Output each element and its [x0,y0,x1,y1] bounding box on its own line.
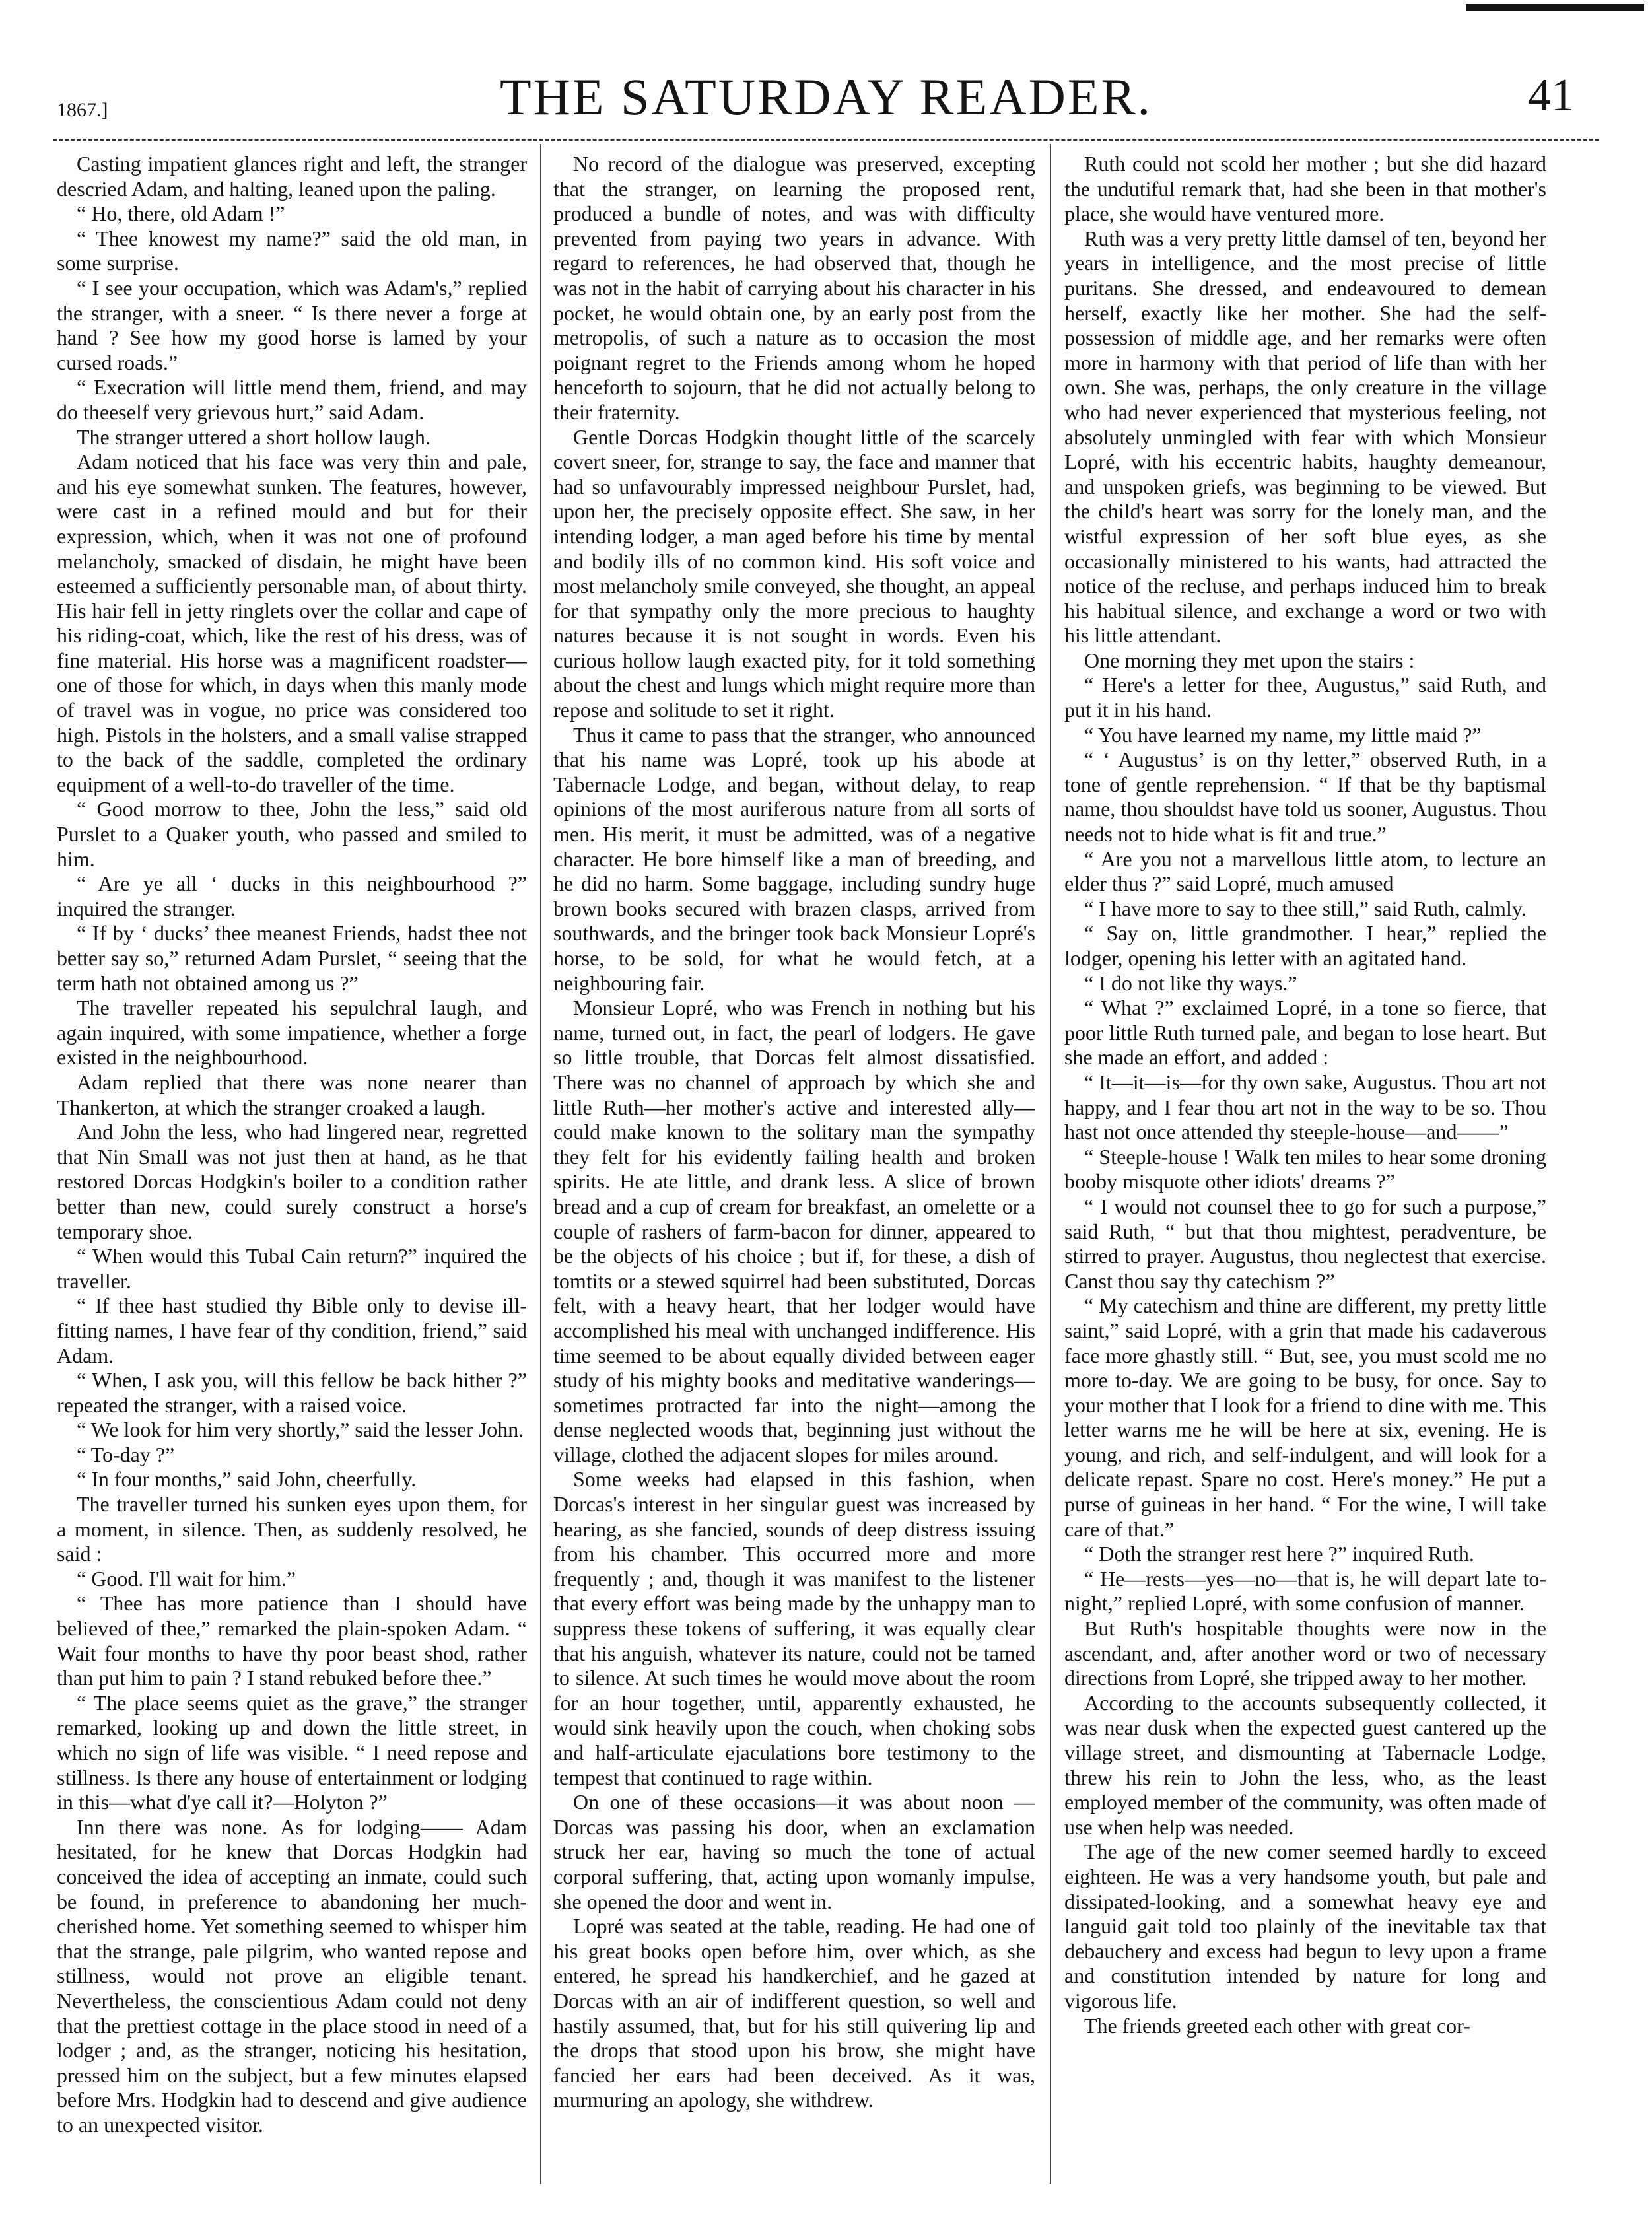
paragraph: “ Thee knowest my name?” said the old man, in some surprise. [57,226,527,275]
paragraph: “ When, I ask you, will this fellow be back hither ?” repeated the stranger, with a raised voice. [57,1368,527,1417]
masthead-title: THE SATURDAY READER. [499,68,1153,125]
paragraph: “ I see your occupation, which was Adam's,” replied the stranger, with a sneer. “ Is there never a forge at hand ? See how my good horse is lamed by your cursed roads.” [57,275,527,374]
paragraph: Adam replied that there was none nearer than Thankerton, at which the stranger croaked a laugh. [57,1070,527,1119]
paragraph: The age of the new comer seemed hardly to exceed eighteen. He was a very handsome youth, but pale and dissipated-looking, and a somewhat heavy eye and languid gait told too plainly of the inevitable tax that debauchery and excess had begun to levy upon a frame and constitution intended by nature for long and vigorous life. [1064,1839,1546,2012]
paragraph: Inn there was none. As for lodging—— Adam hesitated, for he knew that Dorcas Hodgkin had conceived the idea of accepting an inmate, could such be found, in preference to abandoning her much-cherished home. Yet something seemed to whisper him that the strange, pale pilgrim, who wanted repose and stillness, would not prove an eligible tenant. Nevertheless, the conscientious Adam could not deny that the prettiest cottage in the place stood in need of a lodger ; and, as the stranger, noticing his hesitation, pressed him on the subject, but a few minutes elapsed before Mrs. Hodgkin had to descend and give audience to an unexpected visitor. [57,1814,527,2137]
paragraph: Casting impatient glances right and left, the stranger descried Adam, and halting, leaned upon the paling. [57,152,527,201]
paragraph: “ I do not like thy ways.” [1084,971,1297,995]
paragraph: “ I would not counsel thee to go for such a purpose,” said Ruth, “ but that thou mightest, peradventure, be stirred to prayer. Augustus, thou neglectest that exercise. Canst thou say thy catechism ?” [1064,1194,1546,1293]
paragraph: Some weeks had elapsed in this fashion, when Dorcas's interest in her singular guest was increased by hearing, as she fancied, sounds of deep distress issuing from his chamber. This occurred more and more frequently ; and, though it was manifest to the listener that every effort was being made by the unhappy man to suppress these tokens of suffering, it was equally clear that his anguish, whatever its nature, could not be tamed to silence. At such times he would move about the room for an hour together, until, apparently exhausted, he would sink heavily upon the couch, when choking sobs and half-articulate ejaculations bore testimony to the tempest that continued to rage within. [553,1467,1035,1789]
paragraph: “ Say on, little grandmother. I hear,” replied the lodger, opening his letter with an agitated hand. [1064,921,1546,970]
page-number: 41 [1528,70,1574,121]
text-column-1 [57,152,527,2185]
paragraph: No record of the dialogue was preserved, excepting that the stranger, on learning the proposed rent, produced a bundle of notes, and was with difficulty prevented from paying two years in advance. With regard to references, he had observed that, though he was not in the habit of carrying about his character in his pocket, he would obtain one, by an early post from the metropolis, of such a nature as to occasion the most poignant regret to the Friends among whom he hoped henceforth to sojourn, that he did not actually belong to their fraternity. [553,152,1035,424]
paragraph: “ Thee has more patience than I should have believed of thee,” remarked the plain-spoken Adam. “ Wait four months to have thy poor beast shod, rather than put him to pain ? I stand rebuked before thee.” [57,1591,527,1690]
column-divider [1050,144,1051,2184]
paragraph: According to the accounts subsequently collected, it was near dusk when the expected guest cantered up the village street, and dismounting at Tabernacle Lodge, threw his rein to John the less, who, as the least employed member of the community, was often made of use when help was needed. [1064,1690,1546,1839]
paragraph: “ To-day ?” [77,1442,175,1466]
paragraph: “ My catechism and thine are different, my pretty little saint,” said Lopré, with a grin that made his cadaverous face more ghastly still. “ But, see, you must scold me no more to-day. We are going to be busy, for once. Say to your mother that I look for a friend to dine with me. This letter warns me he will be here at six, evening. He is young, and rich, and self-indulgent, and will look for a delicate repast. Spare no cost. Here's money.” He put a purse of guineas in her hand. “ For the wine, I will take care of that.” [1064,1293,1546,1541]
paragraph: “ He—rests—yes—no—that is, he will depart late to-night,” replied Lopré, with some confusion of manner. [1064,1566,1546,1616]
header-year: 1867.] [57,99,108,121]
paragraph: On one of these occasions—it was about noon —Dorcas was passing his door, when an exclamation struck her ear, having so much the tone of actual corporal suffering, that, acting upon womanly impulse, she opened the door and went in. [553,1790,1035,1913]
paragraph: “ Steeple-house ! Walk ten miles to hear some droning booby misquote other idiots' dreams ?” [1064,1144,1546,1194]
paragraph: “ I have more to say to thee still,” said Ruth, calmly. [1084,896,1527,920]
paragraph: Gentle Dorcas Hodgkin thought little of the scarcely covert sneer, for, strange to say, the face and manner that had so unfavourably impressed neighbour Purslet, had, upon her, the precisely opposite effect. She saw, in her intending lodger, a man aged before his time by mental and bodily ills of no common kind. His soft voice and most melancholy smile conveyed, she thought, an appeal for that sympathy only the more precious to haughty natures because it is not sought in words. Even his curious hollow laugh exacted pity, for it told something about the chest and lungs which might require more than repose and solitude to set it right. [553,425,1035,722]
paragraph: “ The place seems quiet as the grave,” the stranger remarked, looking up and down the little street, in which no sign of life was visible. “ I need repose and stillness. Is there any house of entertainment or lodging in this—what d'ye call it?—Holyton ?” [57,1690,527,1814]
paragraph: “ Good. I'll wait for him.” [77,1566,296,1591]
paragraph: And John the less, who had lingered near, regretted that Nin Small was not just then at hand, as he that restored Dorcas Hodgkin's boiler to a condition rather better than new, could surely construct a horse's temporary shoe. [57,1120,527,1243]
paragraph: “ What ?” exclaimed Lopré, in a tone so fierce, that poor little Ruth turned pale, and began to lose heart. But she made an effort, and added : [1064,996,1546,1070]
paragraph: Lopré was seated at the table, reading. He had one of his great books open before him, over which, as she entered, he spread his handkerchief, and he gazed at Dorcas with an air of indifferent question, so well and hastily assumed, that, but for his still quivering lip and the drops that stood upon his brow, she might have fancied her ears had been deceived. As it was, murmuring an apology, she withdrew. [553,1914,1035,2112]
paragraph: “ In four months,” said John, cheerfully. [77,1467,417,1492]
paragraph: “ If by ‘ ducks’ thee meanest Friends, hadst thee not better say so,” returned Adam Purslet, “ seeing that the term hath not obtained among us ?” [57,921,527,995]
paragraph: Ruth could not scold her mother ; but she did hazard the undutiful remark that, had she been in that mother's place, she would have ventured more. [1064,152,1546,226]
paragraph: “ Here's a letter for thee, Augustus,” said Ruth, and put it in his hand. [1064,673,1546,722]
paragraph: “ Ho, there, old Adam !” [77,201,285,226]
text-column-2 [553,152,1035,2185]
header-rule [53,139,1599,141]
paragraph: “ If thee hast studied thy Bible only to devise ill-fitting names, I have fear of thy condition, friend,” said Adam. [57,1293,527,1367]
paragraph: “ It—it—is—for thy own sake, Augustus. Thou art not happy, and I fear thou art not in the way to be so. Thou hast not once attended thy steeple-house—and——” [1064,1070,1546,1144]
paragraph: “ When would this Tubal Cain return?” inquired the traveller. [57,1244,527,1293]
paragraph: “ Execration will little mend them, friend, and may do theeself very grievous hurt,” said Adam. [57,375,527,424]
paragraph: Monsieur Lopré, who was French in nothing but his name, turned out, in fact, the pearl of lodgers. He gave so little trouble, that Dorcas felt almost dissatisfied. There was no channel of approach by which she and little Ruth—her mother's active and interested ally—could make known to the solitary man the sympathy they felt for his evidently failing health and broken spirits. He ate little, and drank less. A slice of brown bread and a cup of cream for breakfast, an omelette or a couple of rashers of farm-bacon for dinner, appeared to be the objects of his choice ; but if, for these, a dish of tomtits or a stewed squirrel had been substituted, Dorcas felt, with a heavy heart, that her lodger would have accomplished his meal with unchanged indifference. His time seemed to be about equally divided between eager study of his mighty books and meditative wanderings—sometimes protracted far into the night—among the dense neglected woods that, beginning just without the village, clothed the adjacent slopes for miles around. [553,996,1035,1466]
paragraph: The traveller turned his sunken eyes upon them, for a moment, in silence. Then, as suddenly resolved, he said : [57,1492,527,1566]
paragraph: The stranger uttered a short hollow laugh. [77,425,430,449]
paragraph: “ Are you not a marvellous little atom, to lecture an elder thus ?” said Lopré, much amused [1064,846,1546,896]
paragraph: The friends greeted each other with great cor- [1084,2013,1470,2038]
paragraph: “ ‘ Augustus’ is on thy letter,” observed Ruth, in a tone of gentle reprehension. “ If that be thy baptismal name, thou shouldst have told us sooner, Augustus. Thou needs not to hide what is fit and true.” [1064,747,1546,846]
paragraph: “ Are ye all ‘ ducks in this neighbourhood ?” inquired the stranger. [57,872,527,920]
paragraph: One morning they met upon the stairs : [1084,648,1415,672]
column-divider [540,144,541,2184]
paragraph: Thus it came to pass that the stranger, who announced that his name was Lopré, took up his abode at Tabernacle Lodge, and began, without delay, to reap opinions of the most auriferous nature from all sorts of men. His merit, it must be admitted, was of a negative character. He bore himself like a man of breeding, and he did no harm. Some baggage, including sundry huge brown books secured with brazen clasps, arrived from southwards, and the bringer took back Monsieur Lopré's horse, to be sold, for what he would fetch, at a neighbouring fair. [553,722,1035,995]
paragraph: Adam noticed that his face was very thin and pale, and his eye somewhat sunken. The features, however, were cast in a refined mould and but for their expression, which, when it was not one of profound melancholy, smacked of disdain, he might have been esteemed a sufficiently personable man, of about thirty. His hair fell in jetty ringlets over the collar and cape of his riding-coat, which, like the rest of his dress, was of fine material. His horse was a magnificent roadster—one of those for which, in days when this manly mode of travel was in vogue, no price was considered too high. Pistols in the holsters, and a small valise strapped to the back of the saddle, completed the ordinary equipment of a well-to-do traveller of the time. [57,450,527,796]
page-header [0,0,1652,152]
paragraph: “ Good morrow to thee, John the less,” said old Purslet to a Quaker youth, who passed and smiled to him. [57,797,527,871]
top-rule [1466,4,1644,11]
paragraph: “ Doth the stranger rest here ?” inquired Ruth. [1084,1542,1474,1566]
text-column-3 [1064,152,1546,2185]
paragraph: Ruth was a very pretty little damsel of ten, beyond her years in intelligence, and the most precise of little puritans. She dressed, and endeavoured to demean herself, exactly like her mother. She had the self-possession of middle age, and her remarks were often more in harmony with that period of life than with her own. She was, perhaps, the only creature in the village who had never experienced that mysterious feeling, not absolutely unmingled with fear with which Monsieur Lopré, with his eccentric habits, haughty demeanour, and unspoken griefs, was beginning to be viewed. But the child's heart was sorry for the lonely man, and the wistful expression of her soft blue eyes, as she occasionally ministered to his wants, had attracted the notice of the recluse, and perhaps induced him to break his habitual silence, and exchange a word or two with his little attendant. [1064,226,1546,648]
paragraph: “ You have learned my name, my little maid ?” [1084,722,1482,747]
paragraph: “ We look for him very shortly,” said the lesser John. [77,1418,524,1442]
paragraph: But Ruth's hospitable thoughts were now in the ascendant, and, after another word or two of necessary directions from Lopré, she tripped away to her mother. [1064,1616,1546,1690]
paragraph: The traveller repeated his sepulchral laugh, and again inquired, with some impatience, whether a forge existed in the neighbourhood. [57,996,527,1070]
